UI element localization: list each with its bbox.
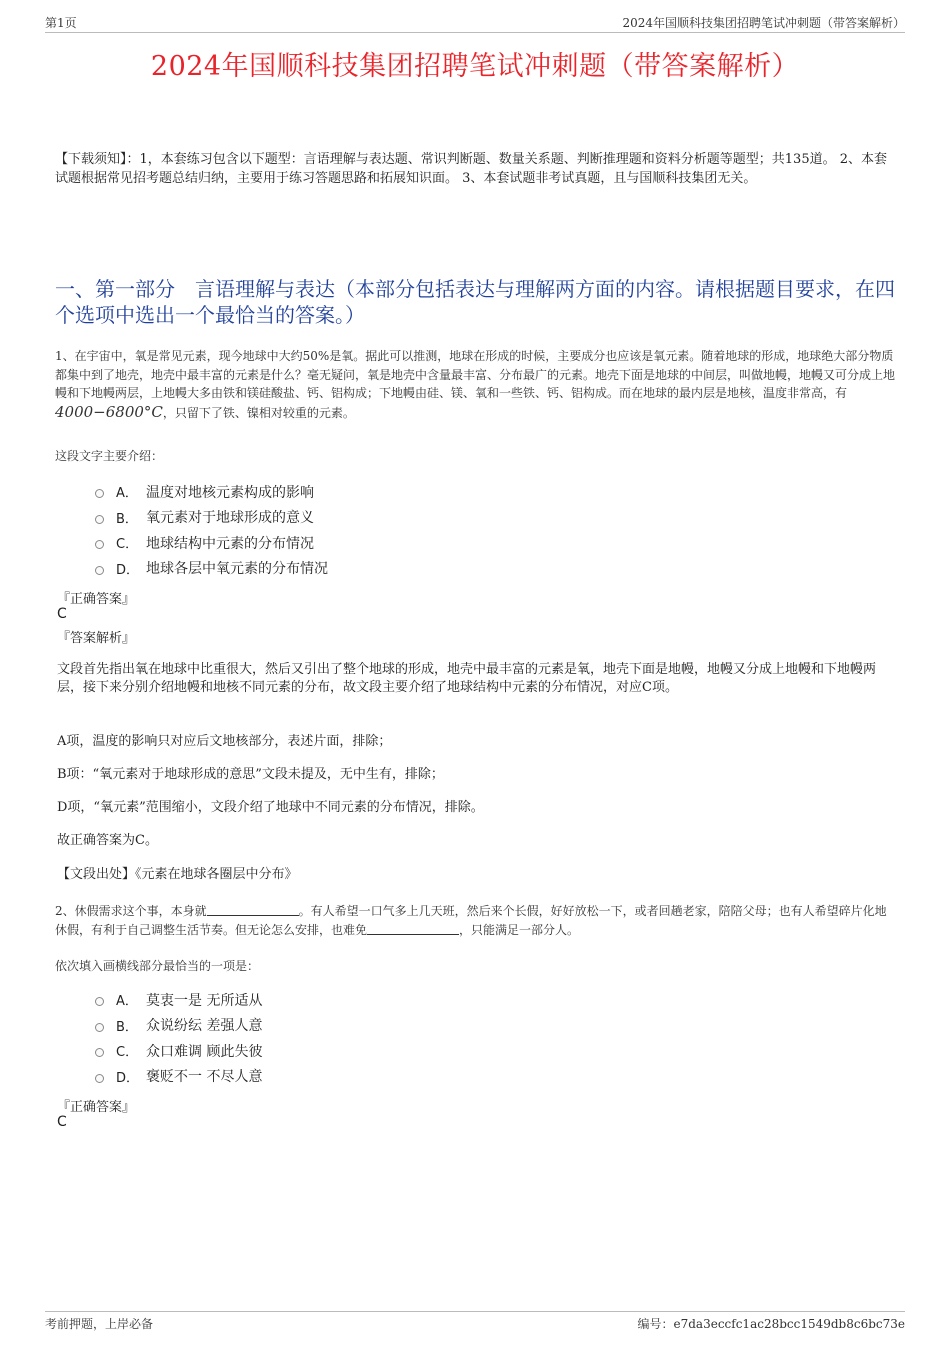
correct-answer-label: 『正确答案』 — [57, 1100, 136, 1115]
analysis-conclusion: 故正确答案为C。 — [57, 833, 158, 848]
download-notice: 【下载须知】：1，本套练习包含以下题型：言语理解与表达题、常识判断题、数量关系题、判断推理题和资料分析题等题型；共135道。 2、本套试题根据常见招考题总结归纳，主要用于练习答题思路和拓展知识面。 3、本套试题非考试真题，且与国顺科技集团无关。 — [55, 152, 887, 186]
header-doc-title: 2024年国顺科技集团招聘笔试冲刺题（带答案解析） — [622, 16, 905, 30]
fill-blank-1 — [207, 903, 299, 916]
question-1-stem-end: ，只留下了铁、镍相对较重的元素。 — [162, 405, 355, 420]
document-id: 编号：e7da3eccfc1ac28bcc1549db8c6bc73e — [637, 1317, 905, 1331]
option-b[interactable]: B． 众说纷纭 差强人意 — [95, 1013, 262, 1039]
page-footer — [45, 1311, 905, 1335]
analysis-option-b: B项：“氧元素对于地球形成的意思”文段未提及，无中生有，排除； — [57, 767, 444, 782]
radio-icon[interactable] — [95, 515, 104, 524]
question-2-prompt: 依次填入画横线部分最恰当的一项是： — [55, 959, 260, 973]
analysis-label: 『答案解析』 — [57, 631, 136, 646]
radio-icon[interactable] — [95, 566, 104, 575]
radio-icon[interactable] — [95, 1048, 104, 1057]
option-d[interactable]: D． 褒贬不一 不尽人意 — [95, 1064, 262, 1090]
question-1-stem-text: 1、在宇宙中，氧是常见元素，现今地球中大约50%是氧。据此可以推测，地球在形成的时候，主要成分也应该是氧元素。随着地球的形成，地球绝大部分物质都集中到了地壳，地壳中最丰富的元素是什么？毫无疑问，氧是地壳中含量最丰富、分布最广的元素。地壳下面是地球的中间层，叫做地幔，地幔又可分成上地幔和下地幔两层，上地幔大多由铁和镁硅酸盐、钙、铝构成；下地幔由硅、镁、氧和一些铁、钙、铝构成。而在地球的最内层是地核，温度非常高，有 — [55, 349, 896, 400]
analysis-option-a: A项，温度的影响只对应后文地核部分，表述片面，排除； — [57, 734, 392, 749]
radio-icon[interactable] — [95, 1023, 104, 1032]
correct-answer: C — [57, 606, 67, 622]
fill-blank-2 — [367, 922, 459, 935]
page-header — [45, 14, 905, 33]
radio-icon[interactable] — [95, 540, 104, 549]
page-title: 2024年国顺科技集团招聘笔试冲刺题（带答案解析） — [150, 51, 800, 82]
question-1-stem — [55, 347, 895, 422]
analysis-option-d: D项，“氧元素”范围缩小，文段介绍了地球中不同元素的分布情况，排除。 — [57, 800, 484, 815]
option-c[interactable]: C． 地球结构中元素的分布情况 — [95, 530, 328, 556]
footer-slogan: 考前押题，上岸必备 — [45, 1317, 154, 1331]
analysis-paragraph: 文段首先指出氧在地球中比重很大，然后又引出了整个地球的形成，地壳中最丰富的元素是氧，地壳下面是地幔，地幔又分成上地幔和下地幔两层，接下来分别介绍地幔和地核不同元素的分布，故文段主要介绍了地球结构中元素的分布情况，对应C项。 — [57, 662, 877, 695]
question-2-options — [95, 987, 262, 1089]
option-a[interactable]: A． 温度对地核元素构成的影响 — [95, 479, 328, 505]
page-number: 第1页 — [45, 16, 77, 30]
correct-answer: C — [57, 1114, 67, 1130]
question-1-prompt: 这段文字主要介绍： — [55, 449, 164, 463]
question-2-stem: 2、休假需求这个事，本身就 。有人希望一口气多上几天班，然后来个长假，好好放松一下，或者回趟老家，陪陪父母；也有人希望碎片化地休假，有利于自己调整生活节奏。但无论怎么安排，也难免 ，只能满足一部分人。 — [55, 904, 887, 937]
question-1-options — [95, 479, 328, 581]
correct-answer-label: 『正确答案』 — [57, 592, 136, 607]
option-d[interactable]: D． 地球各层中氧元素的分布情况 — [95, 556, 328, 582]
option-b[interactable]: B． 氧元素对于地球形成的意义 — [95, 505, 328, 531]
option-c[interactable]: C． 众口难调 顾此失彼 — [95, 1038, 262, 1064]
radio-icon[interactable] — [95, 997, 104, 1006]
radio-icon[interactable] — [95, 489, 104, 498]
text-source: 【文段出处】《元素在地球各圈层中分布》 — [57, 867, 298, 882]
option-a[interactable]: A． 莫衷一是 无所适从 — [95, 987, 262, 1013]
section-title: 一、第一部分 言语理解与表达（本部分包括表达与理解两方面的内容。请根据题目要求，在四个选项中选出一个最恰当的答案。） — [55, 277, 895, 327]
temperature-formula: 4000−6800°C — [55, 402, 163, 421]
radio-icon[interactable] — [95, 1074, 104, 1083]
